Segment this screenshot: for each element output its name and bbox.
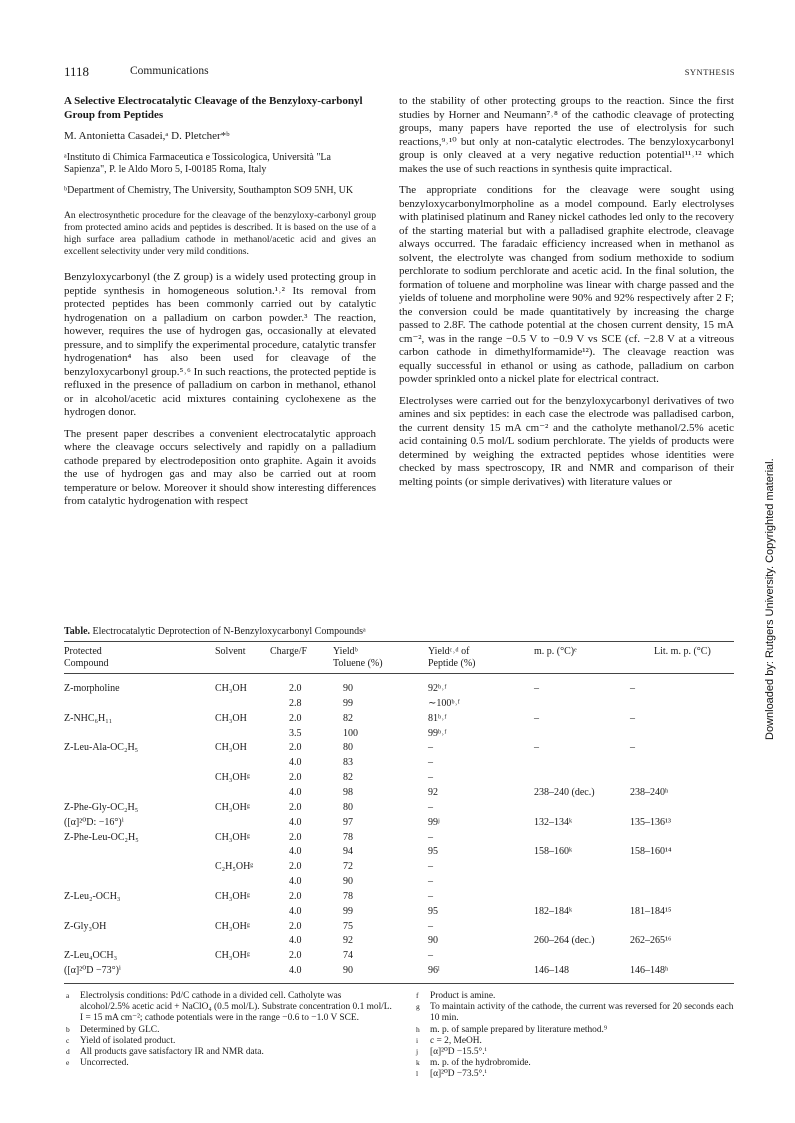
- table-cell-solvent: C₂H₅OHᵍ: [215, 861, 254, 873]
- table-cell-peptide: –: [428, 742, 433, 754]
- table-cell-peptide: –: [428, 890, 433, 902]
- table-cell-peptide: –: [428, 876, 433, 888]
- affiliation-b: ᵇDepartment of Chemistry, The University, Southampton SO9 5NH, UK: [64, 184, 354, 196]
- footnote-text: m. p. of the hydrobromide.: [430, 1058, 531, 1069]
- article-title: A Selective Electrocatalytic Cleavage of the Benzyloxy-carbonyl Group from Peptides: [64, 95, 363, 121]
- table-cell-solvent: CH₃OHᵍ: [215, 801, 250, 813]
- table-cell-compound: Z-Leu-Ala-OC₂H₅: [64, 742, 139, 754]
- table-top-rule: [64, 641, 734, 642]
- header-compound: Protected Compound: [64, 646, 109, 669]
- table-cell-peptide: 92ᵇ˒ᶠ: [428, 683, 447, 694]
- table-cell-peptide: 95: [428, 846, 438, 858]
- section-name: Communications: [130, 65, 209, 77]
- table-cell-charge: 2.0: [289, 772, 302, 784]
- table-cell-solvent: CH₃OHᵍ: [215, 950, 250, 962]
- header-solvent: Solvent: [215, 646, 246, 657]
- footnote-text: [α]²⁰D −73.5°.ⁱ: [430, 1069, 487, 1080]
- table-cell-charge: 4.0: [289, 816, 302, 828]
- table-cell-peptide: –: [428, 801, 433, 813]
- footnote-text: [α]²⁰D −15.5°.ⁱ: [430, 1047, 487, 1058]
- header-lit-mp: Lit. m. p. (°C): [654, 646, 711, 657]
- authors: M. Antonietta Casadei,ᵃ D. Pletcher*ᵇ: [64, 130, 230, 142]
- footnote-h: [414, 1025, 734, 1036]
- table-cell-lit-mp: 181–184¹⁵: [630, 905, 672, 917]
- table-cell-solvent: CH₃OH: [215, 712, 247, 724]
- table-cell-peptide: –: [428, 920, 433, 932]
- footnote-mark: f: [416, 991, 419, 1000]
- table-cell-charge: 4.0: [289, 905, 302, 917]
- table-cell-peptide: ∼100ᵇ˒ᶠ: [428, 697, 460, 709]
- table-cell-toluene: 99: [343, 905, 353, 917]
- table-cell-peptide: 81ᵇ˒ᶠ: [428, 712, 447, 724]
- footnote-mark: b: [66, 1024, 70, 1034]
- page-header: [64, 64, 735, 80]
- footnote-j: [414, 1047, 734, 1058]
- table-cell-toluene: 82: [343, 712, 353, 724]
- page-number: 1118: [64, 64, 90, 79]
- table-cell-toluene: 90: [343, 876, 353, 888]
- footnote-k: [414, 1058, 734, 1069]
- footnote-text: c = 2, MeOH.: [430, 1035, 482, 1046]
- footnote-mark: a: [66, 991, 70, 1000]
- table-cell-charge: 2.0: [289, 742, 302, 754]
- footnote-text: m. p. of sample prepared by literature method.⁹: [430, 1024, 608, 1035]
- table-cell-toluene: 99: [343, 697, 353, 709]
- table-cell-charge: 4.0: [289, 757, 302, 769]
- table-cell-charge: 4.0: [289, 846, 302, 858]
- body-paragraph-4: The appropriate conditions for the cleavage were sought using benzyloxycarbonylmorpholine as a model compound. Early electrolyses with platinised platinum and Raney nickel cathodes led only to the recovery of the starting material but with a palladised graphite electrode, cleavage always occurred. The faradaic efficiency increased when in methanol as solvent, the electrolyte was changed from sodium methoxide to sodium perchlorate to sodium perchlorate and acetic acid. In the final solution, the formation of toluene and morpholine was linear with charge passed and the yields of toluene and morpholine were 90% and 92% respectively after 2 F; the conversion could be made quantitatively by increasing the charge passed to 2.8F. The cathode potential at the chosen current density, 15 mA cm⁻², was in the range −0.5 V to −0.9 V vs SCE (cf. −2.8 V at a vitreous carbon cathode in dimethylformamide¹²). The cleavage reaction was equally successful in ethanol or using as cathode, palladium on carbon powder sprinkled onto a nickel plate for electrical contract.: [399, 184, 734, 385]
- table-cell-charge: 2.0: [289, 831, 302, 843]
- table-cell-compound: Z-Leu₄OCH₃: [64, 950, 118, 962]
- footnote-mark: i: [416, 1035, 419, 1045]
- header-yield-toluene: Yieldᵇ Toluene (%): [333, 646, 383, 669]
- table-cell-compound: ([α]²⁰D: −16°)ⁱ: [64, 816, 124, 828]
- footnote-b: [64, 1025, 392, 1036]
- footnote-mark: g: [416, 1002, 420, 1012]
- footnote-mark: k: [416, 1058, 420, 1068]
- table-cell-lit-mp: 262–265¹⁶: [630, 935, 672, 947]
- footnote-l: [414, 1069, 734, 1080]
- table-cell-toluene: 92: [343, 935, 353, 947]
- footnotes-left: [64, 991, 392, 1069]
- table-cell-charge: 2.0: [289, 683, 302, 694]
- footnote-mark: j: [416, 1047, 419, 1057]
- table-caption: [64, 626, 734, 637]
- table-cell-toluene: 82: [343, 772, 353, 784]
- table-cell-toluene: 94: [343, 846, 353, 858]
- table-cell-charge: 4.0: [289, 935, 302, 947]
- table-caption-label: Table.: [64, 626, 91, 637]
- body-paragraph-5: Electrolyses were carried out for the benzyloxycarbonyl derivatives of two amines and six peptides: in each case the electrode was palladised carbon, the current density 15 mA cm⁻² and the catholyte methanol/2.5% acetic acid containing 0.5 mol/L sodium perchlorate. The yields of products were determined by weighing the extracted peptides whose identities were checked by mass spectroscopy, IR and NMR and comparison of their melting points (or simple derivatives) with literature values or: [399, 394, 734, 488]
- header-charge: Charge/F: [270, 646, 308, 657]
- abstract: An electrosynthetic procedure for the cleavage of the benzyloxy-carbonyl group from protected amino acids and peptides is described. It is based on the use of a high surface area palladium cathode in methanol/acetic acid and gives an excellent selectivity under very mild conditions.: [64, 210, 376, 257]
- table-cell-compound: Z-Gly₃OH: [64, 920, 107, 932]
- table-cell-toluene: 74: [343, 950, 353, 962]
- footnote-text: Electrolysis conditions: Pd/C cathode in a divided cell. Catholyte was alcohol/2.5% acetic acid + NaClO₄ (0.5 mol/L). Substrate concentration 0.1 mol/L. I = 15 mA cm⁻²; cathode potentials were in the range −0.6 to −1.0 V SCE.: [80, 991, 392, 1024]
- footnote-text: Product is amine.: [430, 991, 496, 1001]
- table-cell-solvent: CH₃OHᵍ: [215, 772, 250, 784]
- table-cell-charge: 4.0: [289, 965, 302, 977]
- footnote-mark: e: [66, 1058, 70, 1068]
- table-cell-peptide: 95: [428, 905, 438, 917]
- table-cell-charge: 2.0: [289, 801, 302, 813]
- table-cell-lit-mp: 238–240ʰ: [630, 786, 669, 798]
- table-cell-toluene: 100: [343, 727, 358, 739]
- table-cell-charge: 2.0: [289, 920, 302, 932]
- footnote-text: Determined by GLC.: [80, 1024, 160, 1035]
- table-cell-lit-mp: 158–160¹⁴: [630, 846, 672, 858]
- table-cell-toluene: 83: [343, 757, 353, 769]
- table-cell-toluene: 98: [343, 786, 353, 798]
- table-bottom-rule: [64, 983, 734, 984]
- table-cell-peptide: –: [428, 757, 433, 769]
- table-cell-charge: 2.0: [289, 890, 302, 902]
- table-cell-toluene: 75: [343, 920, 353, 932]
- table-cell-mp: 260–264 (dec.): [534, 935, 595, 947]
- body-paragraph-1: Benzyloxycarbonyl (the Z group) is a widely used protecting group in peptide synthesis in homogeneous solution.¹˒² Its removal from protected peptides has been commonly carried out by catalytic hydrogenation on a palladium on carbon powder.³ The reaction, however, requires the use of hydrogen gas, occasionally at elevated pressure, and to simplify the experimental procedure, catalytic transfer hydrogenation⁴ has also been used for cleavage of the benzyloxycarbonyl group.⁵˒⁶ In such reactions, the protected peptide is refluxed in the presence of palladium on carbon in methanol, ethanol or in alcohol/acetic acid mixtures containing cyclohexene as the hydrogen donor.: [64, 271, 376, 418]
- table-cell-peptide: –: [428, 831, 433, 843]
- footnote-mark: d: [66, 1047, 70, 1057]
- table-cell-peptide: –: [428, 772, 433, 784]
- table-cell-peptide: 99ʲ: [428, 816, 440, 828]
- header-mp: m. p. (°C)ᵉ: [534, 646, 577, 657]
- table-cell-mp: –: [534, 683, 539, 694]
- footnote-text: Yield of isolated product.: [80, 1035, 176, 1046]
- table-cell-compound: Z-Phe-Leu-OC₂H₅: [64, 831, 139, 843]
- left-column: [64, 95, 376, 517]
- table-cell-charge: 2.8: [289, 697, 302, 709]
- table-cell-peptide: –: [428, 861, 433, 873]
- table-cell-charge: 4.0: [289, 876, 302, 888]
- table-cell-charge: 3.5: [289, 727, 302, 739]
- table-cell-compound: Z-NHC₆H₁₁: [64, 712, 113, 724]
- footnote-g: [414, 1002, 734, 1024]
- body-paragraph-2: The present paper describes a convenient electrocatalytic approach where the cleavage occurs selectively and rapidly on a palladium cathode prepared by electrodeposition onto graphite. Again it avoids the use of hydrogen gas and may also be carried out at room temperature or below. Moreover it should show interesting differences from catalytic hydrogenation with respect: [64, 427, 376, 507]
- footnote-text: Uncorrected.: [80, 1058, 129, 1069]
- table-cell-lit-mp: 146–148ʰ: [630, 965, 669, 977]
- body-paragraph-3: to the stability of other protecting groups to the reaction. Since the first studies by Horner and Neumann⁷˒⁸ of the cathodic cleavage of protecting groups, many papers have reported the use of electrolysis for such reactions,⁹˒¹⁰ but only at non-catalytic electrodes. The benzyloxycarbonyl group is only cleaved at a very negative reduction potential¹¹˒¹² which makes the use of such reactions in synthesis quite impractical.: [399, 95, 734, 175]
- table-caption-text: Electrocatalytic Deprotection of N-Benzyloxycarbonyl Compoundsᵃ: [92, 626, 366, 637]
- table-cell-solvent: CH₃OHᵍ: [215, 890, 250, 902]
- footnote-a: [64, 991, 392, 1025]
- results-table: [64, 626, 734, 977]
- table-cell-compound: Z-morpholine: [64, 683, 120, 694]
- footnote-i: [414, 1036, 734, 1047]
- footnotes-right: [414, 991, 734, 1081]
- table-cell-toluene: 90: [343, 965, 353, 977]
- journal-name: SYNTHESIS: [684, 67, 735, 77]
- table-cell-compound: Z-Leu₂-OCH₃: [64, 890, 121, 902]
- affiliation-a: ᵃInstituto di Chimica Farmaceutica e Tossicologica, Università "La Sapienza", P. le Aldo Moro 5, I-00185 Roma, Italy: [64, 151, 331, 175]
- table-cell-peptide: 99ᵇ˒ᶠ: [428, 727, 447, 739]
- table-cell-peptide: 92: [428, 786, 438, 798]
- table-cell-lit-mp: –: [630, 683, 635, 694]
- table-cell-toluene: 80: [343, 801, 353, 813]
- right-column: [399, 95, 734, 497]
- table-cell-peptide: 96ˡ: [428, 965, 440, 977]
- table-cell-lit-mp: –: [630, 712, 635, 724]
- header-yield-peptide: Yieldᶜ˒ᵈ of Peptide (%): [428, 646, 476, 669]
- footnote-mark: c: [66, 1035, 70, 1045]
- table-cell-peptide: 90: [428, 935, 438, 947]
- footnote-text: To maintain activity of the cathode, the current was reversed for 20 seconds each 10 min.: [430, 1002, 734, 1024]
- table-cell-mp: 132–134ᵏ: [534, 816, 573, 828]
- table-cell-solvent: CH₃OHᵍ: [215, 920, 250, 932]
- footnote-text: All products gave satisfactory IR and NMR data.: [80, 1047, 264, 1058]
- table-cell-charge: 4.0: [289, 786, 302, 798]
- table-cell-charge: 2.0: [289, 950, 302, 962]
- table-cell-toluene: 78: [343, 831, 353, 843]
- table-cell-compound: ([α]²⁰D −73°)ⁱ: [64, 965, 121, 977]
- table-cell-solvent: CH₃OH: [215, 742, 247, 754]
- table-cell-solvent: CH₃OHᵍ: [215, 831, 250, 843]
- footnote-mark: l: [416, 1069, 419, 1079]
- table-cell-solvent: CH₃OH: [215, 683, 247, 694]
- table-cell-toluene: 72: [343, 861, 353, 873]
- table-cell-mp: 146–148: [534, 965, 569, 977]
- table-cell-mp: –: [534, 712, 539, 724]
- table-cell-toluene: 80: [343, 742, 353, 754]
- table-cell-mp: –: [534, 742, 539, 754]
- table-header-rule: [64, 673, 734, 674]
- table-cell-lit-mp: –: [630, 742, 635, 754]
- table-cell-mp: 182–184ᵏ: [534, 905, 573, 917]
- footnote-f: [414, 991, 734, 1002]
- table-cell-toluene: 97: [343, 816, 353, 828]
- download-watermark: Downloaded by: Rutgers University. Copyrighted material.: [764, 458, 776, 740]
- table-cell-lit-mp: 135–136¹³: [630, 816, 671, 828]
- table-cell-mp: 238–240 (dec.): [534, 786, 595, 798]
- table-cell-toluene: 90: [343, 683, 353, 694]
- table-cell-peptide: –: [428, 950, 433, 962]
- table-cell-compound: Z-Phe-Gly-OC₂H₅: [64, 801, 139, 813]
- footnote-d: [64, 1047, 392, 1058]
- footnote-c: [64, 1036, 392, 1047]
- table-cell-charge: 2.0: [289, 712, 302, 724]
- table-cell-toluene: 78: [343, 890, 353, 902]
- footnote-e: [64, 1058, 392, 1069]
- table-cell-mp: 158–160ᵏ: [534, 846, 573, 858]
- footnote-mark: h: [416, 1024, 420, 1034]
- table-cell-charge: 2.0: [289, 861, 302, 873]
